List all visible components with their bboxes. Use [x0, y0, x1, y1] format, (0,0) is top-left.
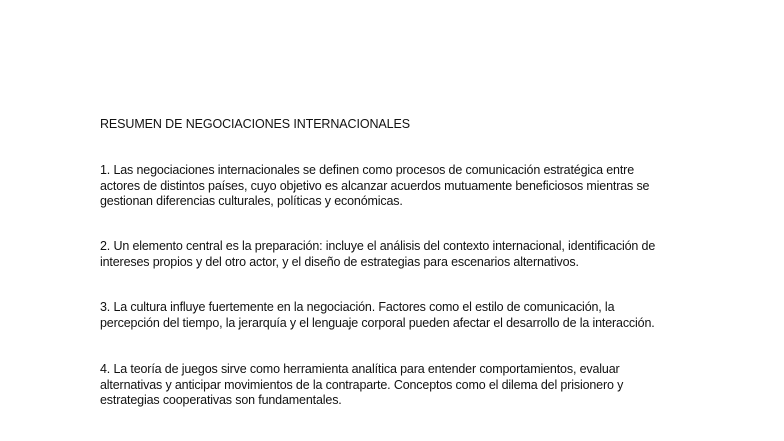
paragraph-line: 4. La teoría de juegos sirve como herramienta analítica para entender comportamientos, evaluar: [100, 362, 620, 376]
paragraph-line: gestionan diferencias culturales, políticas y económicas.: [100, 194, 403, 208]
document-title: RESUMEN DE NEGOCIACIONES INTERNACIONALES: [100, 117, 410, 131]
paragraph-line: percepción del tiempo, la jerarquía y el lenguaje corporal pueden afectar el desarrollo de la interacción.: [100, 315, 655, 330]
paragraph-2: [100, 239, 700, 270]
paragraph-line: estrategias cooperativas son fundamentales.: [100, 393, 342, 407]
paragraph-line: actores de distintos países, cuyo objetivo es alcanzar acuerdos mutuamente beneficiosos mientras se: [100, 178, 650, 193]
paragraph-line: alternativas y anticipar movimientos de la contraparte. Conceptos como el dilema del prisionero y: [100, 377, 624, 392]
paragraph-1: [100, 163, 700, 210]
paragraph-line: 3. La cultura influye fuertemente en la negociación. Factores como el estilo de comunicación, la: [100, 300, 615, 314]
paragraph-4: [100, 362, 700, 409]
paragraph-line: intereses propios y del otro actor, y el diseño de estrategias para escenarios alternativos.: [100, 254, 579, 269]
paragraph-3: [100, 300, 700, 331]
paragraph-line: 2. Un elemento central es la preparación: incluye el análisis del contexto internacional, identificación de: [100, 239, 656, 253]
paragraph-line: 1. Las negociaciones internacionales se definen como procesos de comunicación estratégica entre: [100, 163, 634, 177]
